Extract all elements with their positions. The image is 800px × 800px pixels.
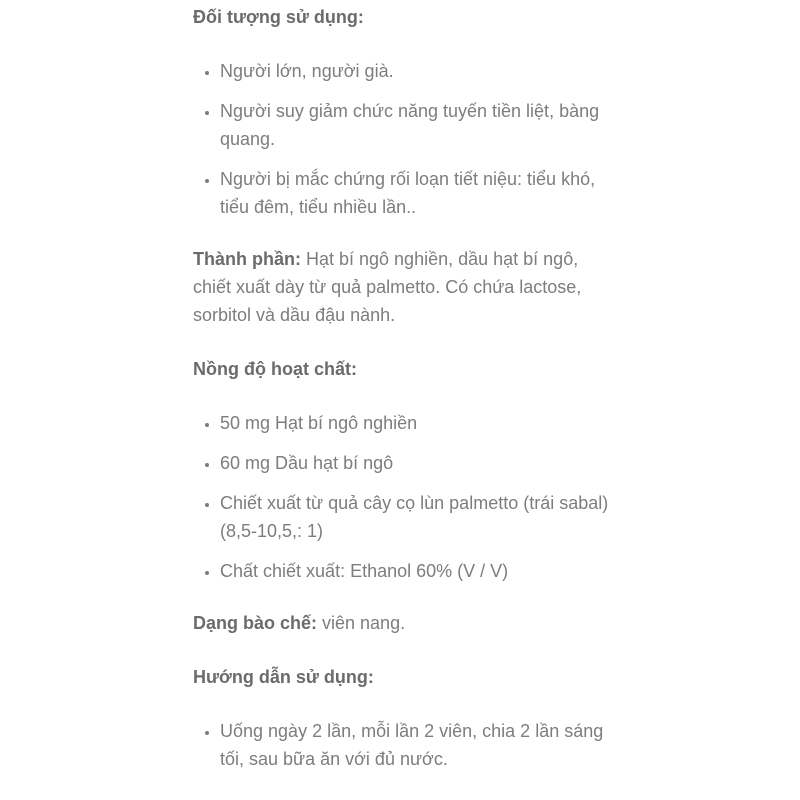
paragraph-thanh-phan (193, 245, 612, 329)
list-item: • Chiết xuất từ quả cây cọ lùn palmetto (trái sabal) (8,5-10,5,: 1) (220, 489, 612, 545)
section-heading-doi-tuong-su-dung: Đối tượng sử dụng: (193, 7, 364, 27)
list-item: • Người bị mắc chứng rối loạn tiết niệu: tiểu khó, tiểu đêm, tiểu nhiều lần.. (220, 165, 612, 221)
usage-instruction-list (193, 717, 612, 773)
section-heading-nong-do-hoat-chat: Nồng độ hoạt chất: (193, 359, 357, 379)
paragraph-text: viên nang. (317, 613, 406, 633)
list-item: • Uống ngày 2 lần, mỗi lần 2 viên, chia 2 lần sáng tối, sau bữa ăn với đủ nước. (220, 717, 612, 773)
paragraph-text: Hạt bí ngô nghiền, dầu hạt bí ngô, chiết xuất dày từ quả palmetto. Có chứa lactose, sorbitol và dầu đậu nành. (193, 249, 582, 325)
paragraph-lead-thanh-phan: Thành phần: (193, 249, 301, 269)
list-item: • Người lớn, người già. (220, 57, 612, 85)
list-item: • 50 mg Hạt bí ngô nghiền (220, 409, 612, 437)
usage-target-list (193, 57, 612, 221)
section-heading-huong-dan-su-dung: Hướng dẫn sử dụng: (193, 667, 374, 687)
paragraph-dang-bao-che (193, 609, 612, 637)
paragraph-lead-dang-bao-che: Dạng bào chế: (193, 613, 318, 633)
list-item: • Người suy giảm chức năng tuyến tiền liệt, bàng quang. (220, 97, 612, 153)
active-ingredient-list (193, 409, 612, 585)
list-item: • 60 mg Dầu hạt bí ngô (220, 449, 612, 477)
list-item: • Chất chiết xuất: Ethanol 60% (V / V) (220, 557, 612, 585)
